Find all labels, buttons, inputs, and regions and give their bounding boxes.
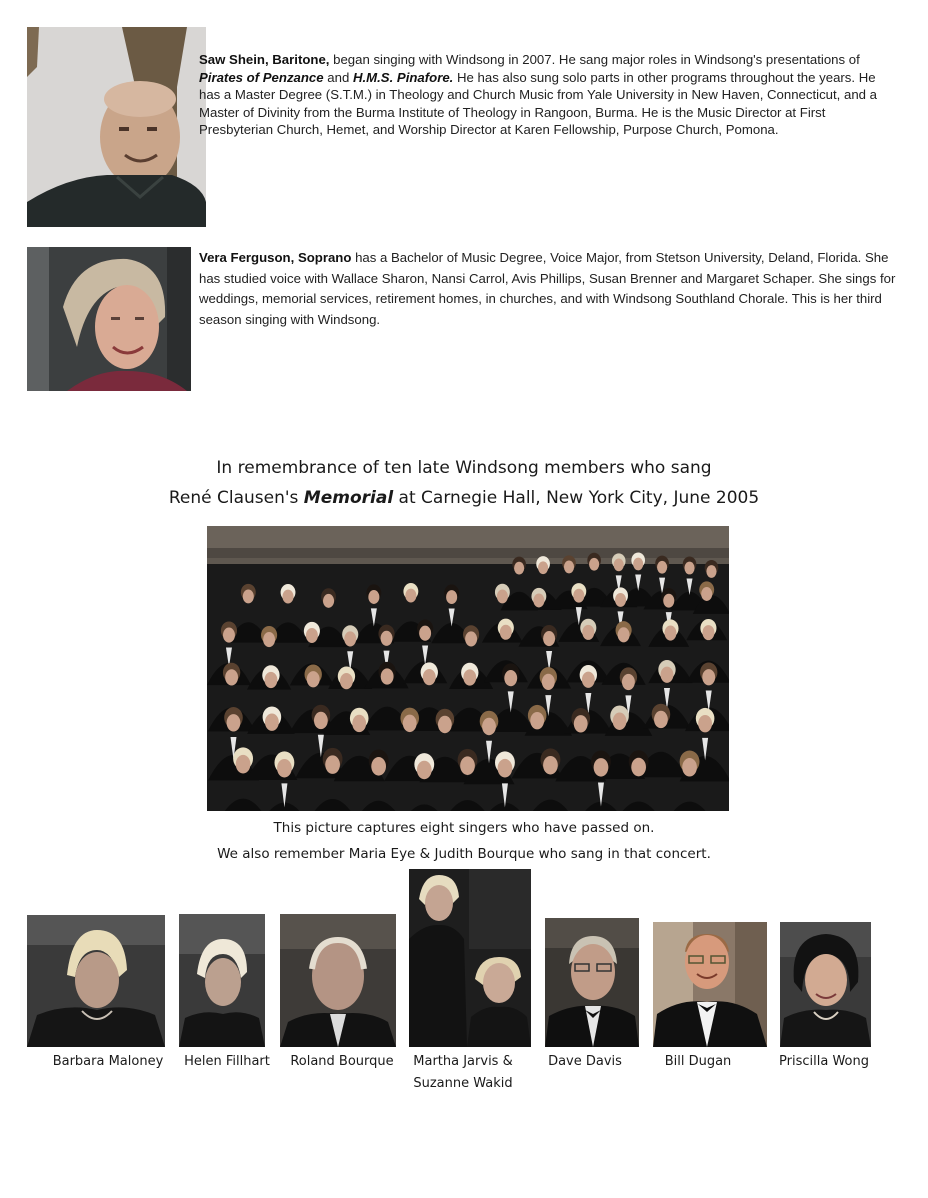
barbara-maloney-image: [27, 915, 165, 1047]
choir-singer-face: [417, 761, 432, 780]
choir-singer-face: [264, 672, 277, 688]
portrait-name-martha-jarvis-suzanne-wakid: [402, 1051, 524, 1095]
portrait-martha-jarvis-suzanne-wakid: [409, 869, 531, 1047]
saw-shein-bio: [199, 51, 889, 139]
choir-singer-face: [419, 626, 431, 641]
roland-bourque-image: [280, 914, 396, 1047]
choir-singer-face: [371, 757, 386, 776]
choir-singer-face: [265, 714, 279, 731]
choir-singer-face: [622, 674, 635, 690]
choir-singer-face: [618, 627, 630, 642]
choir-singer-face: [543, 756, 558, 775]
portrait-priscilla-wong: [780, 922, 871, 1047]
remembrance-heading-suffix: at Carnegie Hall, New York City, June 2005: [393, 488, 760, 508]
choir-singer-face: [542, 674, 555, 690]
choir-singer-face: [236, 755, 251, 774]
portrait-name-line-1: Martha Jarvis &: [413, 1054, 513, 1069]
choir-singer-face: [344, 631, 356, 646]
choir-singer-face: [665, 626, 677, 641]
choir-singer-face: [500, 625, 512, 640]
choir-singer-face: [661, 667, 674, 683]
portrait-name-roland-bourque: [282, 1051, 402, 1073]
vera-ferguson-bio-text: has a Bachelor of Music Degree, Voice Major, from Stetson University, Deland, Florida. She has studied voice with Wallace Sharon, Nansi Carrol, Avis Phillips, Susan Brenner and Margaret Schaper. She sings for weddings, memorial services, retirement homes, in churches, and with Windsong Southland Chorale. This is her third season singing with Windsong.: [199, 250, 896, 327]
remembrance-heading-line-2: [0, 488, 928, 508]
saw-shein-work-pinafore: H.M.S. Pinafore.: [352, 69, 454, 85]
choir-singer-face: [223, 628, 235, 643]
remembrance-heading-prefix: René Clausen's: [168, 488, 304, 508]
choir-singer-face: [405, 589, 416, 603]
group-photo-caption-1: This picture captures eight singers who have passed on.: [273, 820, 655, 836]
choir-singer-face: [446, 590, 457, 604]
portrait-bill-dugan: [653, 922, 767, 1047]
choir-photo-image: [207, 526, 729, 811]
helen-fillhart-image: [179, 914, 265, 1047]
saw-shein-portrait-image: [27, 27, 206, 227]
choir-singer-face: [438, 716, 452, 733]
saw-shein-name: Saw Shein, Baritone,: [199, 52, 330, 67]
choir-singer-face: [582, 672, 595, 688]
martha-jarvis-suzanne-wakid-image: [409, 869, 531, 1047]
portrait-name-line-1: Priscilla Wong: [779, 1054, 869, 1069]
saw-shein-photo: [27, 27, 206, 227]
choir-singer-face: [325, 755, 340, 774]
choir-singer-face: [589, 558, 599, 571]
choir-singer-face: [543, 631, 555, 646]
choir-singer-face: [465, 631, 477, 646]
choir-singer-face: [514, 562, 524, 575]
choir-singer-face: [381, 631, 393, 646]
vera-ferguson-photo: [27, 247, 191, 391]
choir-singer-face: [698, 715, 712, 732]
choir-singer-face: [227, 714, 241, 731]
choir-singer-face: [654, 711, 668, 728]
choir-singer-face: [533, 594, 544, 608]
choir-singer-face: [582, 625, 594, 640]
choir-singer-face: [243, 589, 254, 603]
saw-shein-bio-text-1: began singing with Windsong in 2007. He sang major roles in Windsong's presentations of: [329, 52, 860, 67]
choir-singer-face: [352, 715, 366, 732]
choir-singer-face: [323, 594, 334, 608]
choir-singer-face: [702, 625, 714, 640]
choir-singer-face: [423, 669, 436, 685]
choir-singer-face: [614, 559, 624, 572]
carnegie-hall-choir-photo: [207, 526, 729, 811]
group-photo-caption-2: We also remember Maria Eye & Judith Bourque who sang in that concert.: [217, 846, 711, 862]
portrait-dave-davis: [545, 918, 639, 1047]
portrait-name-line-2: Suzanne Wakid: [413, 1076, 513, 1091]
portrait-name-barbara-maloney: [38, 1051, 178, 1073]
portrait-helen-fillhart: [179, 914, 265, 1047]
choir-singer-face: [460, 756, 475, 775]
portrait-name-dave-davis: [535, 1051, 635, 1073]
choir-singer-face: [663, 594, 674, 608]
choir-singer-face: [682, 758, 697, 777]
choir-singer-face: [706, 565, 716, 578]
choir-singer-face: [633, 558, 643, 571]
vera-ferguson-bio: [199, 248, 904, 330]
choir-singer-face: [615, 593, 626, 607]
choir-singer-face: [277, 759, 292, 778]
choir-singer-face: [530, 712, 544, 729]
choir-singer-face: [307, 671, 320, 687]
priscilla-wong-image: [780, 922, 871, 1047]
saw-shein-work-pirates: Pirates of Penzance: [199, 69, 324, 85]
saw-shein-bio-text-2: and: [323, 69, 353, 85]
choir-singer-face: [684, 562, 694, 575]
choir-singer-face: [702, 669, 715, 685]
vera-ferguson-name: Vera Ferguson, Soprano: [199, 250, 352, 265]
choir-singer-face: [594, 758, 609, 777]
memorial-title: Memorial: [303, 488, 394, 508]
choir-singer-face: [574, 715, 588, 732]
choir-singer-face: [497, 589, 508, 603]
remembrance-heading-line-1: In remembrance of ten late Windsong members who sang: [216, 458, 712, 478]
choir-singer-face: [263, 632, 275, 647]
portrait-barbara-maloney: [27, 915, 165, 1047]
dave-davis-image: [545, 918, 639, 1047]
choir-singer-face: [538, 561, 548, 574]
portrait-name-line-1: Dave Davis: [548, 1054, 622, 1069]
portrait-name-bill-dugan: [648, 1051, 748, 1073]
choir-singer-face: [482, 718, 496, 735]
portrait-name-line-1: Barbara Maloney: [52, 1054, 164, 1069]
choir-singer-face: [573, 589, 584, 603]
choir-singer-face: [613, 713, 627, 730]
portrait-name-line-1: Bill Dugan: [664, 1054, 732, 1069]
choir-singer-face: [504, 670, 517, 686]
choir-singer-face: [463, 669, 476, 685]
choir-singer-face: [701, 587, 712, 601]
choir-singer-face: [564, 561, 574, 574]
choir-singer-face: [381, 668, 394, 684]
choir-singer-face: [282, 590, 293, 604]
choir-singer-face: [225, 669, 238, 685]
choir-singer-face: [340, 673, 353, 689]
bill-dugan-image: [653, 922, 767, 1047]
choir-singer-face: [314, 712, 328, 729]
saw-shein-bio-text-3: He has also sung solo parts in other programs throughout the years. He has a Master Degree (S.T.M.) in Theology and Church Music from Yale University in New Haven, Connecticut, and a Master of Divinity from the Burma Institute of Theology in Rangoon, Burma. He is the Music Director at First Presbyterian Church, Hemet, and Worship Director at Karen Fellowship, Purpose Church, Pomona.: [199, 69, 877, 138]
portrait-name-helen-fillhart: [172, 1051, 282, 1073]
choir-singer-face: [631, 758, 646, 777]
portrait-name-line-1: Helen Fillhart: [184, 1054, 270, 1069]
portrait-name-line-1: Roland Bourque: [290, 1054, 394, 1069]
vera-ferguson-portrait-image: [27, 247, 191, 391]
choir-singer-face: [657, 561, 667, 574]
portrait-roland-bourque: [280, 914, 396, 1047]
choir-singer-face: [403, 715, 417, 732]
choir-singer-face: [368, 590, 379, 604]
choir-singer-face: [306, 628, 318, 643]
choir-singer-face: [498, 759, 513, 778]
portrait-name-priscilla-wong: [764, 1051, 884, 1073]
